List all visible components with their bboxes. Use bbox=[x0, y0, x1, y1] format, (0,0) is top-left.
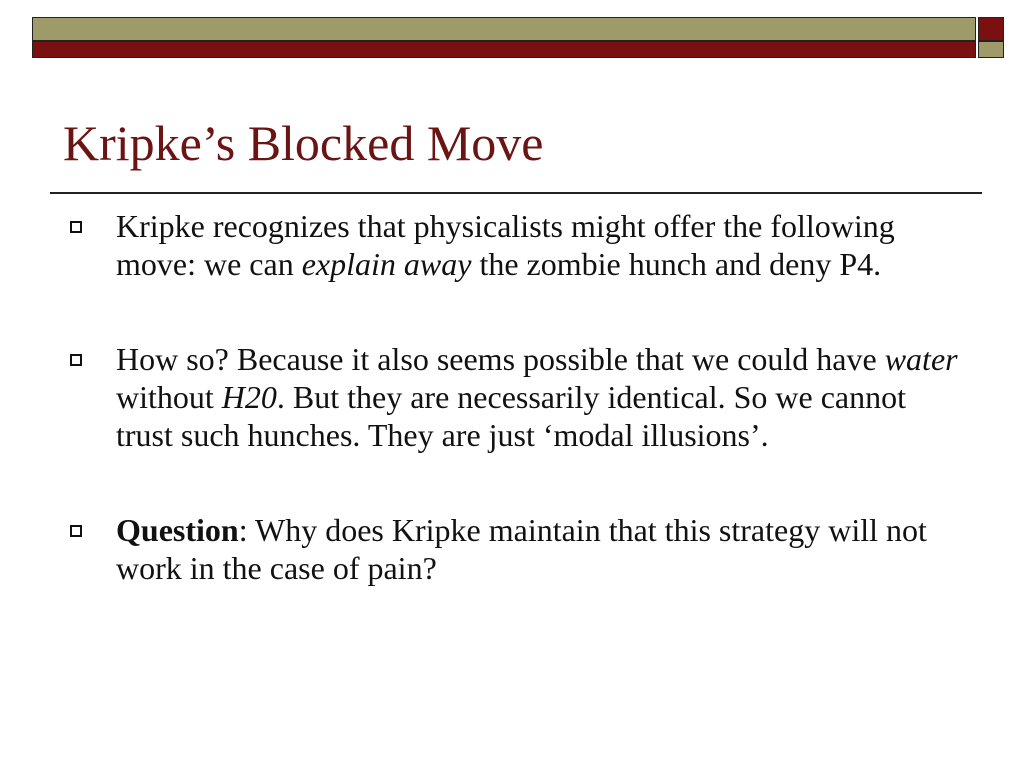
square-bullet-icon bbox=[70, 525, 82, 537]
slide-title: Kripke’s Blocked Move bbox=[63, 115, 544, 171]
header-bar-maroon bbox=[32, 41, 976, 58]
bullet-text-span: : Why does Kripke maintain that this strategy will not work in the case of pain? bbox=[116, 512, 927, 586]
bullet-text-3 bbox=[116, 512, 927, 586]
bullet-text-emphasis: explain away bbox=[301, 246, 472, 282]
bullet-text-bold: Question bbox=[116, 512, 239, 548]
square-bullet-icon bbox=[70, 221, 82, 233]
bullet-text-span: the zombie hunch and deny P4. bbox=[471, 246, 882, 282]
title-divider bbox=[50, 192, 982, 194]
bullet-item-2 bbox=[70, 340, 970, 454]
bullet-item-3 bbox=[70, 511, 970, 587]
header-square-maroon bbox=[978, 17, 1004, 41]
bullet-text-span: How so? Because it also seems possible that we could have bbox=[116, 341, 885, 377]
bullet-text-emphasis: H20 bbox=[221, 379, 277, 415]
square-bullet-icon bbox=[70, 354, 82, 366]
bullet-item-1 bbox=[70, 207, 970, 283]
header-bar-olive bbox=[32, 17, 976, 41]
bullet-text-emphasis: water bbox=[884, 341, 958, 377]
bullet-text-span: . But they are necessarily identical. So we cannot trust such hunches. They are just ‘modal illusions’. bbox=[116, 379, 907, 453]
bullet-list bbox=[70, 207, 970, 644]
bullet-text-span: without bbox=[116, 379, 222, 415]
bullet-text-1 bbox=[116, 208, 895, 282]
bullet-text-2 bbox=[116, 341, 958, 453]
bullet-text-span: Kripke recognizes that physicalists might offer the following move: we can bbox=[116, 208, 895, 282]
header-square-olive bbox=[978, 41, 1004, 58]
